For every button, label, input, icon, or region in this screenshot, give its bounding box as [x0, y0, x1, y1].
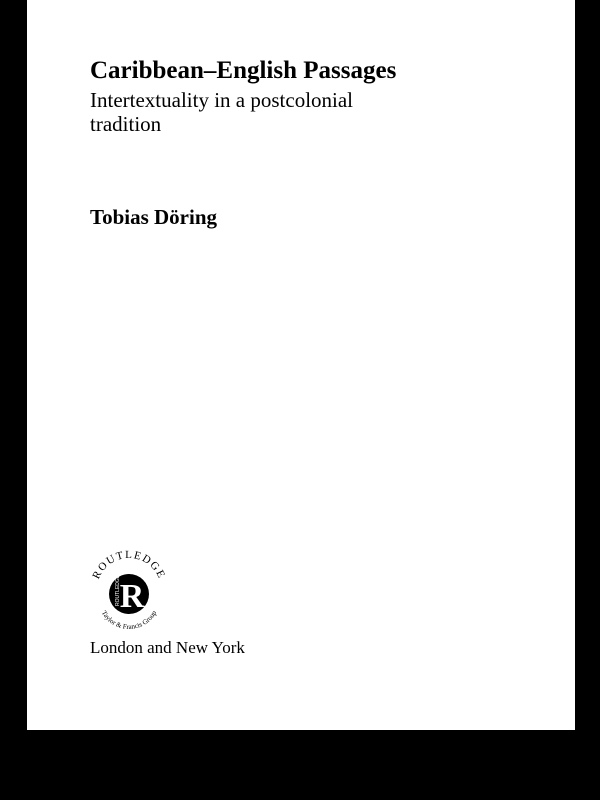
- book-subtitle: Intertextuality in a postcolonial tradition: [90, 88, 354, 136]
- logo-letter: R: [119, 578, 145, 615]
- routledge-logo-icon: [78, 550, 180, 630]
- publisher-place: London and New York: [90, 638, 245, 657]
- logo-group-text: Taylor & Francis Group: [99, 609, 159, 630]
- logo-vertical-text: ROUTLEDGE: [115, 574, 121, 606]
- title-page: [27, 0, 575, 730]
- book-author: Tobias Döring: [90, 205, 218, 229]
- logo-publisher-text: ROUTLEDGE: [90, 550, 168, 582]
- book-title: Caribbean–English Passages: [90, 57, 397, 84]
